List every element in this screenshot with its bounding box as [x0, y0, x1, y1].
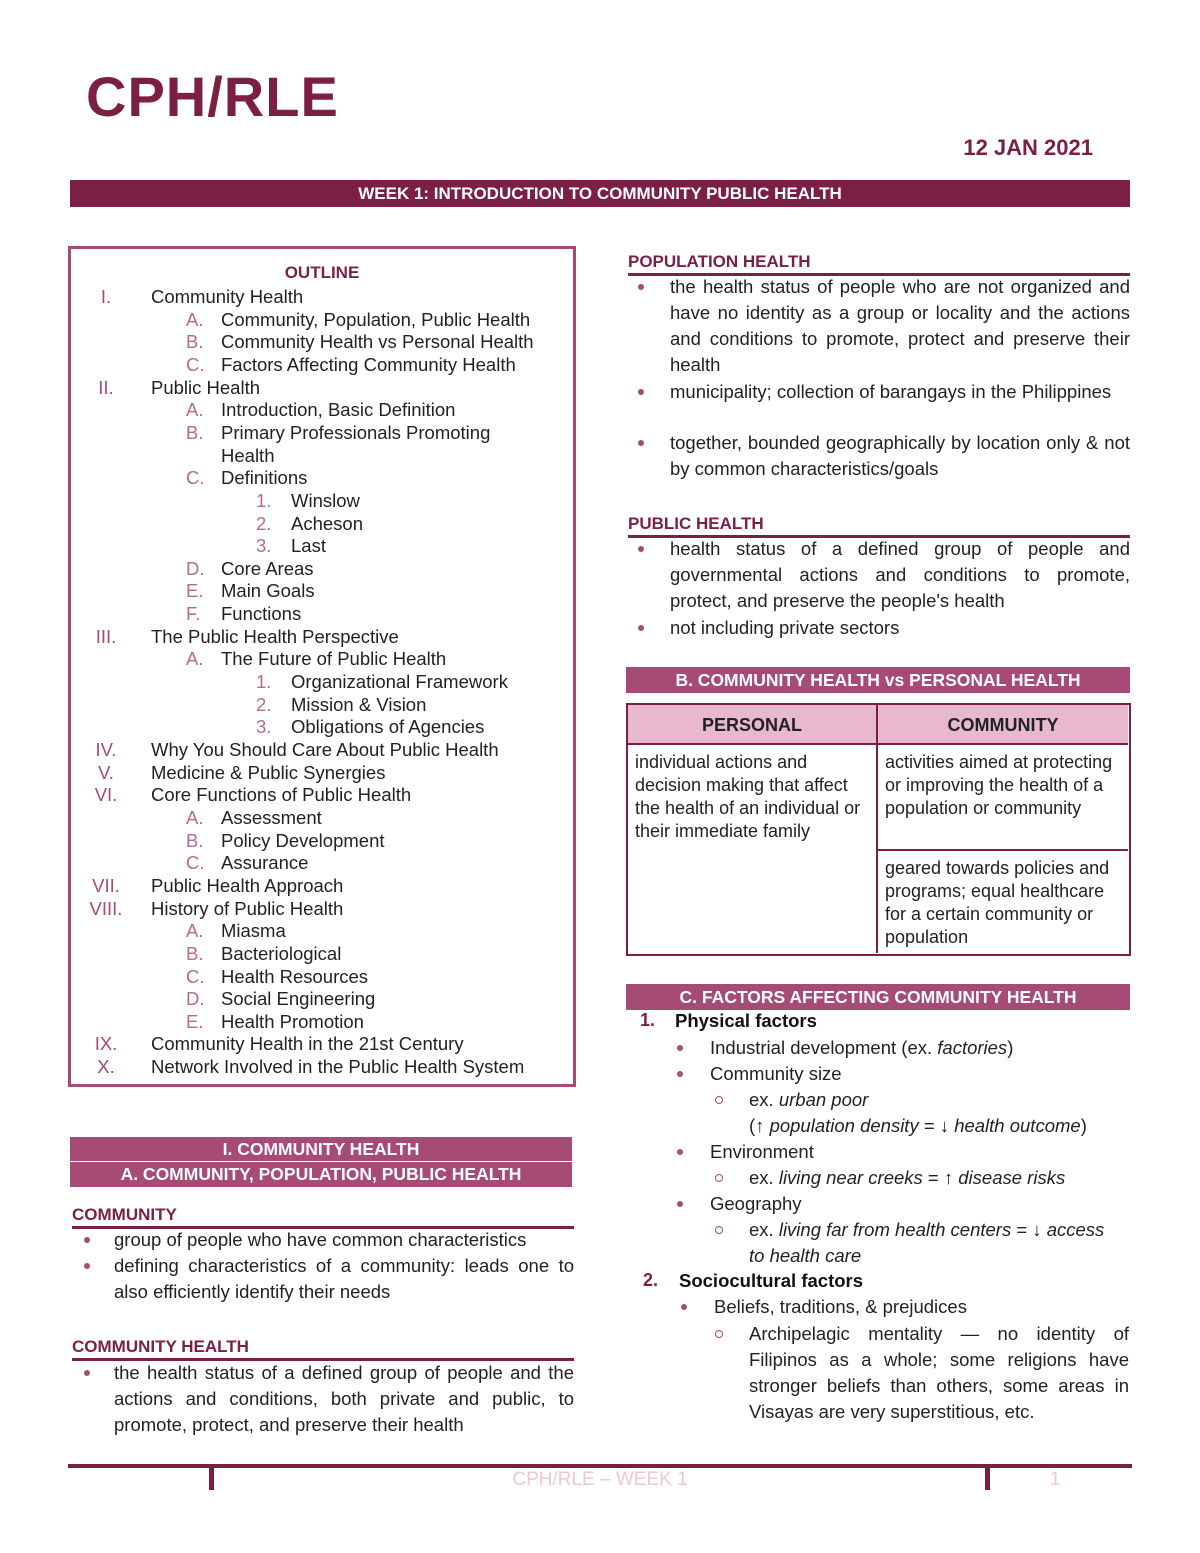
- physical-factors-number: 1.: [640, 1010, 656, 1030]
- outline-item-label: Health Resources: [221, 965, 369, 987]
- outline-item-label: Core Areas: [221, 557, 314, 579]
- bullet-icon: [84, 1263, 90, 1269]
- outline-item-label: Main Goals: [221, 580, 315, 602]
- outline-item-label: Obligations of Agencies: [291, 716, 485, 738]
- page-number: 1: [1050, 1469, 1061, 1490]
- outline-item-label: Factors Affecting Community Health: [221, 353, 516, 375]
- outline-item-number: A.: [186, 806, 204, 828]
- community-size-density-note: (↑ population density = ↓ health outcome): [749, 1115, 1087, 1136]
- section-community-population-bar: A. COMMUNITY, POPULATION, PUBLIC HEALTH: [70, 1162, 572, 1187]
- public-health-bullet-2: not including private sectors: [670, 617, 900, 638]
- circle-bullet-icon: [715, 1330, 723, 1338]
- outline-item-label: The Public Health Perspective: [151, 625, 399, 647]
- outline-item-label: Health Promotion: [221, 1010, 364, 1032]
- outline-item-number: A.: [186, 308, 204, 330]
- circle-bullet-icon: [715, 1226, 723, 1234]
- outline-item-label: Core Functions of Public Health: [151, 784, 412, 806]
- outline-item-label: Social Engineering: [221, 988, 376, 1010]
- bullet-icon: [677, 1149, 683, 1155]
- public-health-bullet-1: health status of a defined group of people and governmental actions and conditions to promote, protect, and preserve the people's health: [670, 538, 1130, 611]
- outline-item-label: Community Health: [151, 286, 304, 307]
- outline-item-label: Bacteriological: [221, 942, 342, 964]
- outline-item-number: D.: [186, 557, 205, 579]
- outline-item-label: Community, Population, Public Health: [221, 308, 531, 330]
- section-c-bar: C. FACTORS AFFECTING COMMUNITY HEALTH: [626, 984, 1130, 1010]
- outline-box: [68, 246, 576, 1087]
- outline-item-number: 3.: [256, 716, 272, 738]
- outline-title: OUTLINE: [284, 263, 360, 282]
- outline-item-number: D.: [186, 988, 205, 1010]
- community-size-item: Community size: [710, 1063, 842, 1084]
- physical-factors-label: Physical factors: [675, 1010, 817, 1031]
- bullet-icon: [677, 1201, 683, 1207]
- population-health-bullet-3: together, bounded geographically by location only & not by common characteristics/goals: [670, 432, 1130, 479]
- outline-item-number: B.: [186, 942, 204, 964]
- community-bullet-2: defining characteristics of a community: leads one to also efficiently identify their needs: [114, 1255, 574, 1302]
- outline-item-number: X.: [97, 1056, 115, 1078]
- footer-text: CPH/RLE – WEEK 1: [512, 1469, 688, 1490]
- outline-item-number: A.: [186, 648, 204, 670]
- community-size-example: ex. urban poor: [749, 1089, 869, 1110]
- outline-item-number: B.: [186, 421, 204, 443]
- outline-item-label: Winslow: [291, 489, 360, 511]
- outline-item-label: Acheson: [291, 512, 363, 534]
- outline-item-number: V.: [98, 761, 114, 783]
- document-title: CPH/RLE: [86, 65, 339, 128]
- footer-rule: [68, 1464, 1132, 1468]
- table-header-community: COMMUNITY: [878, 705, 1128, 745]
- outline-item-number: F.: [186, 603, 201, 625]
- circle-bullet-icon: [715, 1174, 723, 1182]
- geography-example: ex. living far from health centers = ↓ access: [749, 1219, 1105, 1240]
- outline-item-label: Introduction, Basic Definition: [221, 399, 456, 421]
- environment-example: ex. living near creeks = ↑ disease risks: [749, 1167, 1066, 1188]
- outline-item-number: II.: [98, 376, 114, 398]
- table-cell-community-2: geared towards policies and programs; equal healthcare for a certain community or population: [885, 858, 1110, 947]
- population-health-heading: POPULATION HEALTH: [628, 252, 1130, 276]
- outline-item-number: 2.: [256, 693, 272, 715]
- outline-item-number: VII.: [92, 874, 120, 896]
- outline-item-number: 1.: [256, 671, 272, 693]
- population-health-bullet-1: the health status of people who are not organized and have no identity as a group or locality and the actions and conditions to promote, protect and preserve their health: [670, 276, 1130, 375]
- geography-example-line2: to health care: [749, 1245, 862, 1266]
- outline-item-label: Last: [291, 535, 326, 557]
- outline-item-number: C.: [186, 353, 205, 375]
- outline-item-number: C.: [186, 965, 205, 987]
- outline-item-label: Medicine & Public Synergies: [151, 761, 386, 783]
- outline-item-number: A.: [186, 920, 204, 942]
- outline-item-number: VI.: [94, 784, 118, 806]
- community-health-heading: COMMUNITY HEALTH: [72, 1337, 574, 1361]
- outline-item-number: B.: [186, 331, 204, 353]
- bullet-icon: [638, 625, 644, 631]
- outline-item-label: Primary Professionals Promoting: [221, 421, 491, 443]
- bullet-icon: [677, 1045, 683, 1051]
- outline-item-label: Definitions: [221, 467, 308, 489]
- outline-item-number: B.: [186, 829, 204, 851]
- outline-item-number: 3.: [256, 535, 272, 557]
- outline-item-number: C.: [186, 467, 205, 489]
- document-date: 12 JAN 2021: [963, 135, 1093, 160]
- outline-item-label: Community Health vs Personal Health: [221, 331, 534, 353]
- outline-item-label: Why You Should Care About Public Health: [151, 739, 499, 760]
- sociocultural-factors-label: Sociocultural factors: [679, 1270, 864, 1291]
- bullet-icon: [84, 1370, 90, 1376]
- community-bullet-1: group of people who have common characteristics: [114, 1229, 527, 1250]
- industrial-development-item: Industrial development (ex. factories): [710, 1037, 1014, 1058]
- section-b-bar: B. COMMUNITY HEALTH vs PERSONAL HEALTH: [626, 667, 1130, 693]
- public-health-heading: PUBLIC HEALTH: [628, 514, 1130, 538]
- outline-item-label: Health: [221, 444, 275, 466]
- outline-item-number: E.: [186, 1010, 204, 1032]
- bullet-icon: [677, 1071, 683, 1077]
- outline-item-label: History of Public Health: [151, 897, 344, 919]
- outline-item-label: The Future of Public Health: [221, 648, 447, 670]
- outline-item-number: 2.: [256, 512, 272, 534]
- outline-item-label: Functions: [221, 603, 302, 625]
- circle-bullet-icon: [715, 1096, 723, 1104]
- beliefs-item: Beliefs, traditions, & prejudices: [714, 1296, 967, 1317]
- outline-item-number: I.: [100, 286, 112, 307]
- geography-item: Geography: [710, 1193, 802, 1214]
- outline-item-number: III.: [95, 625, 117, 647]
- sociocultural-factors-number: 2.: [643, 1270, 659, 1290]
- outline-item-number: IX.: [94, 1033, 118, 1055]
- bullet-icon: [84, 1237, 90, 1243]
- table-header-personal: PERSONAL: [628, 705, 878, 745]
- outline-item-number: A.: [186, 399, 204, 421]
- bullet-icon: [638, 440, 644, 446]
- community-heading: COMMUNITY: [72, 1205, 574, 1229]
- outline-item-label: Network Involved in the Public Health System: [151, 1056, 525, 1078]
- bullet-icon: [681, 1304, 687, 1310]
- outline-item-number: E.: [186, 580, 204, 602]
- population-health-bullet-2: municipality; collection of barangays in the Philippines: [670, 381, 1112, 402]
- comparison-table: [626, 703, 1131, 956]
- week-banner: WEEK 1: INTRODUCTION TO COMMUNITY PUBLIC HEALTH: [70, 180, 1130, 207]
- outline-item-label: Mission & Vision: [291, 693, 427, 715]
- table-cell-community-1: activities aimed at protecting or improving the health of a population or community: [878, 745, 1128, 851]
- outline-item-number: VIII.: [89, 897, 123, 919]
- outline-item-label: Organizational Framework: [291, 671, 508, 693]
- bullet-icon: [638, 284, 644, 290]
- outline-item-number: C.: [186, 852, 205, 874]
- table-cell-personal: individual actions and decision making that affect the health of an individual or their immediate family: [628, 745, 878, 953]
- outline-item-label: Policy Development: [221, 829, 385, 851]
- outline-item-label: Community Health in the 21st Century: [151, 1033, 464, 1055]
- outline-item-label: Miasma: [221, 920, 286, 942]
- archipelagic-mentality-item: Archipelagic mentality — no identity of Filipinos as a whole; some religions have stronger beliefs than others, some areas in Visayas are very superstitious, etc.: [749, 1323, 1129, 1422]
- environment-item: Environment: [710, 1141, 814, 1162]
- outline-item-number: IV.: [95, 739, 117, 760]
- bullet-icon: [638, 389, 644, 395]
- outline-item-label: Public Health Approach: [151, 874, 344, 896]
- outline-item-label: Assessment: [221, 806, 322, 828]
- outline-item-label: Public Health: [151, 376, 261, 398]
- outline-item-number: 1.: [256, 489, 272, 511]
- community-health-bullet-1: the health status of a defined group of people and the actions and conditions, both private and public, to promote, protect, and preserve their health: [114, 1362, 574, 1435]
- section-community-health-bar: I. COMMUNITY HEALTH: [70, 1137, 572, 1162]
- outline-item-label: Assurance: [221, 852, 309, 874]
- bullet-icon: [638, 546, 644, 552]
